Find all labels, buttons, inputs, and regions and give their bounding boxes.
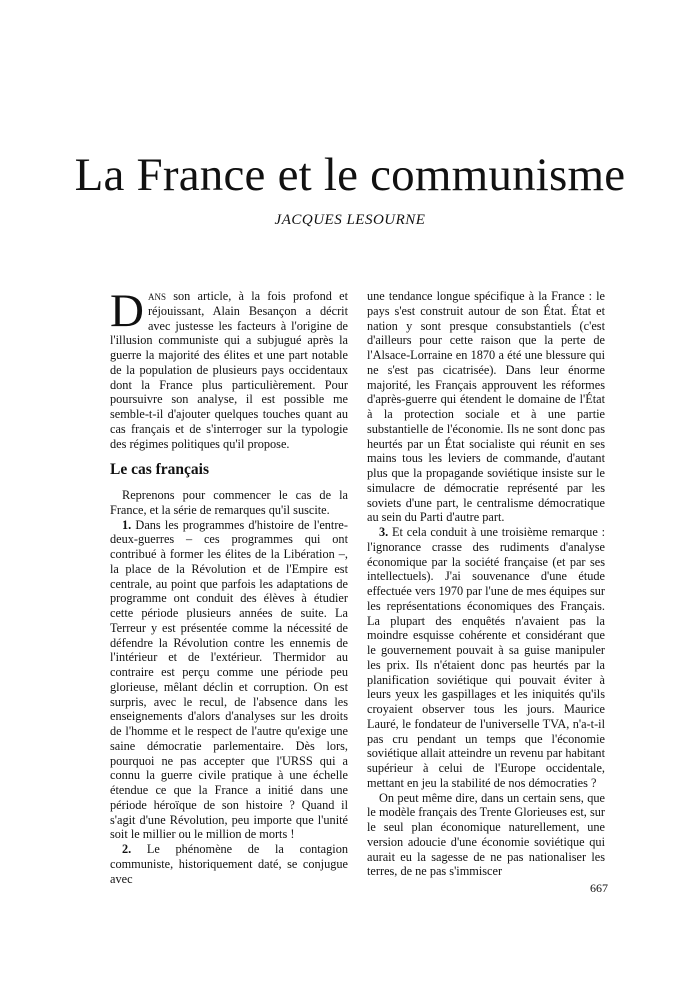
drop-cap: D <box>110 285 144 337</box>
paragraph: Reprenons pour commencer le cas de la France, et la série de remarques qu'il suscite. <box>110 488 348 517</box>
paragraph-text: Dans les programmes d'histoire de l'entre-deux-guerres – ces programmes qui ont contribué à former les élites de la Libération –, la place de la Révolution et de l'Empire est centrale, au point que parfois les adaptations de programme ont conduit des élèves à étudier cette période plusieurs années de suite. La Terreur y est présentée comme la nécessité de défendre la Révolution contre les ennemis de l'intérieur et de l'extérieur. Thermidor au contraire est perçu comme une période peu glorieuse, mêlant déclin et corruption. On est surpris, avec le recul, de l'absence dans les enseignements d'alors d'analyses sur les droits de l'homme et le respect de l'autre qu'exige une saine démocratie parlementaire. Dès lors, pourquoi ne pas accepter que l'URSS qui a connu la guerre civile pratique à une échelle étendue ce que la France a initié dans une période héroïque de son histoire ? Quand il s'agit d'une Révolution, peu importe que l'unité soit le millier ou le million de morts ! <box>110 517 348 842</box>
intro-smallcaps: ans <box>147 289 166 303</box>
intro-paragraph <box>110 285 348 451</box>
paragraph-number: 2. <box>122 842 132 856</box>
paragraph: une tendance longue spécifique à la France : le pays s'est construit autour de son État. État et nation y sont presque consubstantiels (c'est d'ailleurs pour cette raison que la perte de l'Alsace-Lorraine en 1870 a été une blessure qui ne s'est pas cicatrisée). Dans leur énorme majorité, les Français approuvent les réformes d'après-guerre qui étendent le domaine de l'État à la protection sociale et à une partie substantielle de l'économie. Ils ne sont donc pas heurtés par un État socialiste qui réunit en ses mains tous les leviers de commande, d'autant plus que la propagande soviétique insiste sur le simulacre de démocratie représenté par les soviets d'une part, le centralisme démocratique au sein du Parti d'autre part. <box>367 289 605 525</box>
paragraph <box>110 842 348 886</box>
section-heading <box>110 463 348 478</box>
article-title: La France et le communisme <box>74 149 626 201</box>
paragraph-number: 1. <box>122 517 132 532</box>
paragraph-text: Et cela conduit à une troisième remarque : l'ignorance crasse des rudiments d'analyse économique par la société française (et par ses intellectuels). J'ai souvenance d'une étude effectuée vers 1970 par l'une de mes équipes sur les représentations économiques des Français. La plupart des enquêtés n'avaient pas la moindre esquisse cohérente et considérant que le gouvernement pouvait à sa guise manipuler les prix. Ils n'étaient donc pas heurtés par la planification soviétique qui pouvait éviter à leurs yeux les gaspillages et les iniquités qu'ils croyaient observer tous les jours. Maurice Lauré, le fondateur de l'universelle TVA, n'a-t-il pas cru pendant un temps que l'économie soviétique allait atteindre un revenu par habitant supérieur à celui de l'Europe occidentale, mettant en jeu la stabilité de nos démocraties ? <box>367 525 605 790</box>
paragraph-number: 3. <box>379 525 389 539</box>
page-number: 667 <box>590 881 608 895</box>
paragraph <box>367 525 605 791</box>
left-column <box>110 285 348 886</box>
paragraph <box>110 518 348 843</box>
intro-text: son article, à la fois profond et réjouissant, Alain Besançon a décrit avec justesse les facteurs à l'origine de l'illusion communiste qui a subjugué après la guerre la majorité des élites et une part notable de la population de plusieurs pays occidentaux dont la France plus particulièrement. Pour poursuivre son analyse, il est possible me semble-t-il d'ajouter quelques touches quant au cas français et de s'interroger sur la typologie des régimes politiques qu'il propose. <box>110 289 348 451</box>
right-column <box>367 289 605 879</box>
paragraph-text: Le phénomène de la contagion communiste, historiquement daté, se conjugue avec <box>110 842 348 886</box>
author-name: JACQUES LESOURNE <box>274 212 426 228</box>
section-heading-text: Le cas français <box>110 461 210 479</box>
paragraph: On peut même dire, dans un certain sens, que le modèle français des Trente Glorieuses est, sur le seul plan économique naturellement, une version adoucie d'une économie soviétique qui aurait eu la sagesse de ne pas nationaliser les terres, de ne pas s'immiscer <box>367 790 605 879</box>
